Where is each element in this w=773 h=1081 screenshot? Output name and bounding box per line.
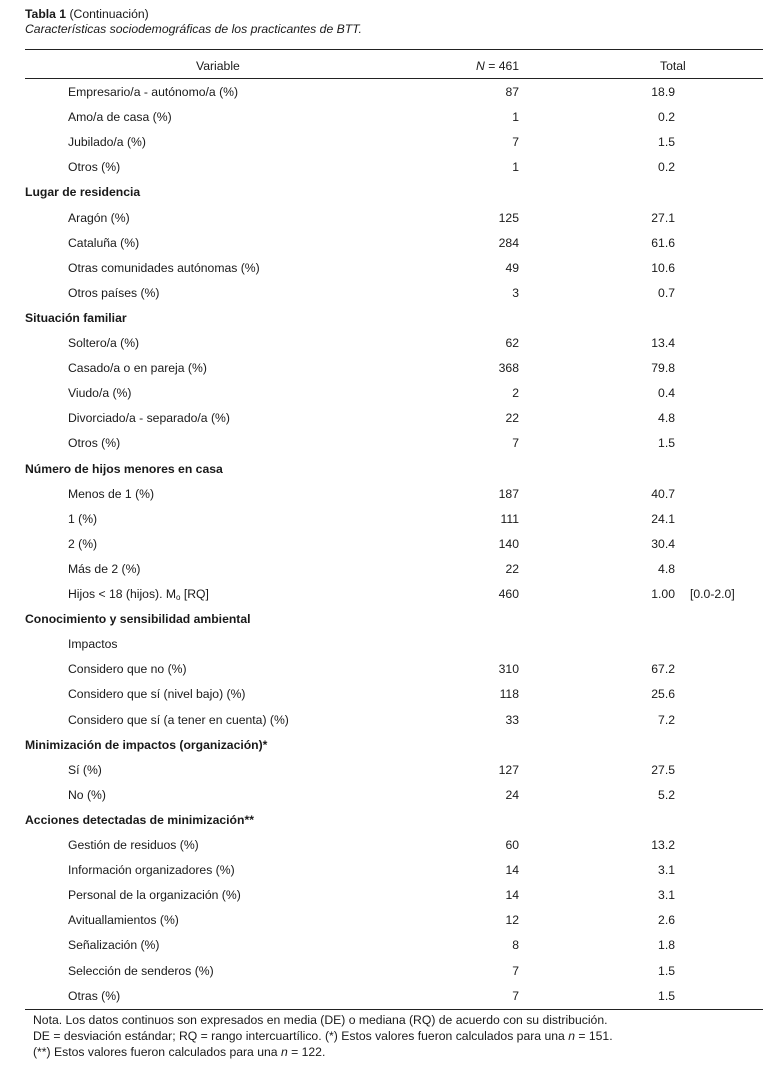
- cell-n: 12: [505, 913, 519, 928]
- table-row: [0, 708, 773, 733]
- cell-total: 0.2: [658, 110, 675, 125]
- row-label: Otros países (%): [68, 285, 160, 300]
- cell-n: 62: [505, 336, 519, 350]
- cell-n: 187: [498, 486, 519, 501]
- cell-n: 22: [505, 411, 519, 426]
- section-row: [0, 733, 773, 758]
- cell-total: 25.6: [651, 687, 675, 702]
- cell-total: 2.6: [658, 913, 675, 928]
- row-label: Menos de 1 (%): [68, 486, 155, 501]
- section-row: [0, 180, 773, 205]
- row-label: Impactos: [68, 637, 118, 652]
- cell-n: 2: [512, 386, 519, 401]
- table-row: [0, 908, 773, 933]
- table-row: [0, 984, 773, 1009]
- cell-n: 33: [505, 712, 519, 727]
- cell-total: 10.6: [651, 260, 675, 275]
- cell-total: 79.8: [651, 361, 675, 376]
- row-label: Amo/a de casa (%): [68, 110, 172, 125]
- table-row: [0, 632, 773, 657]
- table-notes: [33, 1012, 613, 1060]
- row-label: Selección de senderos (%): [68, 963, 214, 978]
- row-label: Avituallamientos (%): [68, 913, 179, 928]
- table-row: [0, 381, 773, 406]
- table-row: [0, 959, 773, 984]
- row-label: Empresario/a - autónomo/a (%): [68, 85, 239, 99]
- table-row: [0, 331, 773, 356]
- top-rule: [25, 49, 763, 50]
- table-subtitle: Características sociodemográficas de los practicantes de BTT.: [25, 22, 362, 36]
- cell-n: 3: [512, 285, 519, 300]
- section-row: [0, 457, 773, 482]
- section-row: [0, 808, 773, 833]
- cell-n: 118: [499, 687, 519, 702]
- cell-total: 27.1: [651, 210, 675, 225]
- cell-n: 125: [498, 210, 519, 225]
- cell-n: 111: [500, 511, 519, 526]
- section-label: Minimización de impactos (organización)*: [25, 737, 268, 752]
- cell-n: 7: [512, 436, 519, 451]
- row-label: Sí (%): [68, 762, 102, 777]
- row-label: Casado/a o en pareja (%): [68, 361, 207, 376]
- table-row: [0, 482, 773, 507]
- table-row: [0, 105, 773, 130]
- table-row: [0, 557, 773, 582]
- row-label: Jubilado/a (%): [68, 135, 146, 150]
- cell-n: 14: [505, 863, 519, 878]
- header-rule: [25, 78, 763, 79]
- table-row: [0, 206, 773, 231]
- cell-total: 27.5: [651, 762, 675, 777]
- row-label: Señalización (%): [68, 938, 160, 953]
- cell-n: 87: [505, 85, 519, 99]
- table-row: [0, 783, 773, 808]
- row-label: No (%): [68, 787, 106, 802]
- note-line-3: (**) Estos valores fueron calculados para una n = 122.: [33, 1045, 326, 1059]
- cell-total: 24.1: [651, 511, 675, 526]
- section-row: [0, 607, 773, 632]
- row-label: Divorciado/a - separado/a (%): [68, 411, 230, 426]
- row-label: Hijos < 18 (hijos). M: [68, 587, 177, 601]
- cell-n: 1: [512, 110, 519, 125]
- cell-total: 67.2: [651, 662, 675, 677]
- row-label: Considero que no (%): [68, 662, 187, 677]
- row-label: Otras (%): [68, 988, 121, 1003]
- table-title: [25, 7, 362, 22]
- row-label: Otros (%): [68, 436, 121, 451]
- row-label: Información organizadores (%): [68, 863, 235, 878]
- section-label: Acciones detectadas de minimización**: [25, 812, 254, 827]
- cell-total: 1.5: [658, 135, 675, 150]
- row-label: Otros (%): [68, 160, 121, 175]
- cell-n: 127: [498, 762, 519, 777]
- row-label: Cataluña (%): [68, 235, 140, 250]
- cell-total: 1.8: [658, 938, 675, 953]
- table-caption: [25, 7, 362, 37]
- cell-n: 60: [505, 838, 519, 852]
- cell-total: 7.2: [658, 712, 675, 727]
- note-line-2: DE = desviación estándar; RQ = rango intercuartílico. (*) Estos valores fueron calculados para una n = 151.: [33, 1029, 613, 1043]
- row-label: Más de 2 (%): [68, 561, 141, 576]
- table-row: [0, 406, 773, 431]
- cell-n: 1: [512, 160, 519, 175]
- table-row: [0, 682, 773, 707]
- cell-n: 310: [498, 662, 519, 677]
- cell-total: 0.7: [658, 285, 675, 300]
- cell-n: 140: [498, 536, 519, 551]
- section-label: Conocimiento y sensibilidad ambiental: [25, 612, 251, 627]
- table-row: [0, 256, 773, 281]
- table-continuation: (Continuación): [69, 7, 149, 21]
- cell-n: 460: [498, 587, 519, 601]
- cell-n: 7: [512, 963, 519, 978]
- cell-total: 3.1: [658, 863, 675, 878]
- header-n: [476, 57, 519, 75]
- cell-total: 13.4: [651, 336, 675, 350]
- cell-n: 14: [505, 888, 519, 903]
- cell-total: 4.8: [658, 561, 675, 576]
- cell-total: 1.5: [658, 436, 675, 451]
- row-label: Considero que sí (nivel bajo) (%): [68, 687, 246, 702]
- row-label: 1 (%): [68, 511, 98, 526]
- table-row: [0, 758, 773, 783]
- cell-total: 18.9: [651, 85, 675, 99]
- cell-n: 368: [498, 361, 519, 376]
- row-label: Viudo/a (%): [68, 386, 132, 401]
- cell-total: 0.2: [658, 160, 675, 175]
- table-row: [0, 657, 773, 682]
- row-label-suffix: [RQ]: [180, 587, 209, 601]
- cell-total: 1.5: [658, 963, 675, 978]
- cell-total: 13.2: [651, 838, 675, 852]
- row-label: 2 (%): [68, 536, 98, 551]
- row-label-group: [68, 582, 209, 610]
- section-label: Situación familiar: [25, 310, 127, 325]
- table-row: [0, 933, 773, 958]
- table-label: Tabla 1: [25, 7, 67, 21]
- section-label: Número de hijos menores en casa: [25, 461, 223, 476]
- section-label: Lugar de residencia: [25, 185, 141, 200]
- header-n-prefix: N: [476, 59, 485, 73]
- cell-n: 24: [505, 787, 519, 802]
- row-label-subscript: o: [176, 593, 181, 602]
- table-row: [0, 833, 773, 858]
- cell-total: 40.7: [651, 486, 675, 501]
- table-row: [0, 431, 773, 456]
- cell-n: 7: [512, 135, 519, 150]
- cell-total: 30.4: [651, 536, 675, 551]
- header-total: Total: [660, 59, 686, 73]
- section-row: [0, 306, 773, 331]
- row-label: Considero que sí (a tener en cuenta) (%): [68, 712, 289, 727]
- table-row: [0, 532, 773, 557]
- cell-n: 7: [512, 988, 519, 1003]
- table-row: [0, 858, 773, 883]
- header-variable: Variable: [196, 59, 240, 73]
- table-row: [0, 582, 773, 607]
- table-row: [0, 80, 773, 105]
- row-label: Aragón (%): [68, 210, 130, 225]
- cell-n: 8: [512, 938, 519, 953]
- cell-total: 61.6: [651, 235, 675, 250]
- cell-n: 49: [505, 260, 519, 275]
- cell-total: 4.8: [658, 411, 675, 426]
- table-row: [0, 281, 773, 306]
- row-label: Soltero/a (%): [68, 336, 140, 350]
- header-n-suffix: = 461: [484, 59, 520, 73]
- row-label: Otras comunidades autónomas (%): [68, 260, 260, 275]
- cell-total: 5.2: [658, 787, 675, 802]
- cell-total: 1.00: [651, 587, 675, 601]
- note-line-1: Nota. Los datos continuos son expresados en media (DE) o mediana (RQ) de acuerdo con su distribución.: [33, 1013, 608, 1027]
- cell-n: 284: [498, 235, 519, 250]
- cell-range: [0.0-2.0]: [690, 587, 735, 601]
- table-row: [0, 155, 773, 180]
- cell-n: 22: [505, 561, 519, 576]
- cell-total: 1.5: [658, 988, 675, 1003]
- cell-total: 0.4: [658, 386, 675, 401]
- bottom-rule: [25, 1009, 763, 1010]
- table-row: [0, 130, 773, 155]
- row-label: Gestión de residuos (%): [68, 838, 199, 852]
- row-label: Personal de la organización (%): [68, 888, 241, 903]
- table-row: [0, 507, 773, 532]
- table-row: [0, 883, 773, 908]
- table-row: [0, 231, 773, 256]
- table-row: [0, 356, 773, 381]
- cell-total: 3.1: [658, 888, 675, 903]
